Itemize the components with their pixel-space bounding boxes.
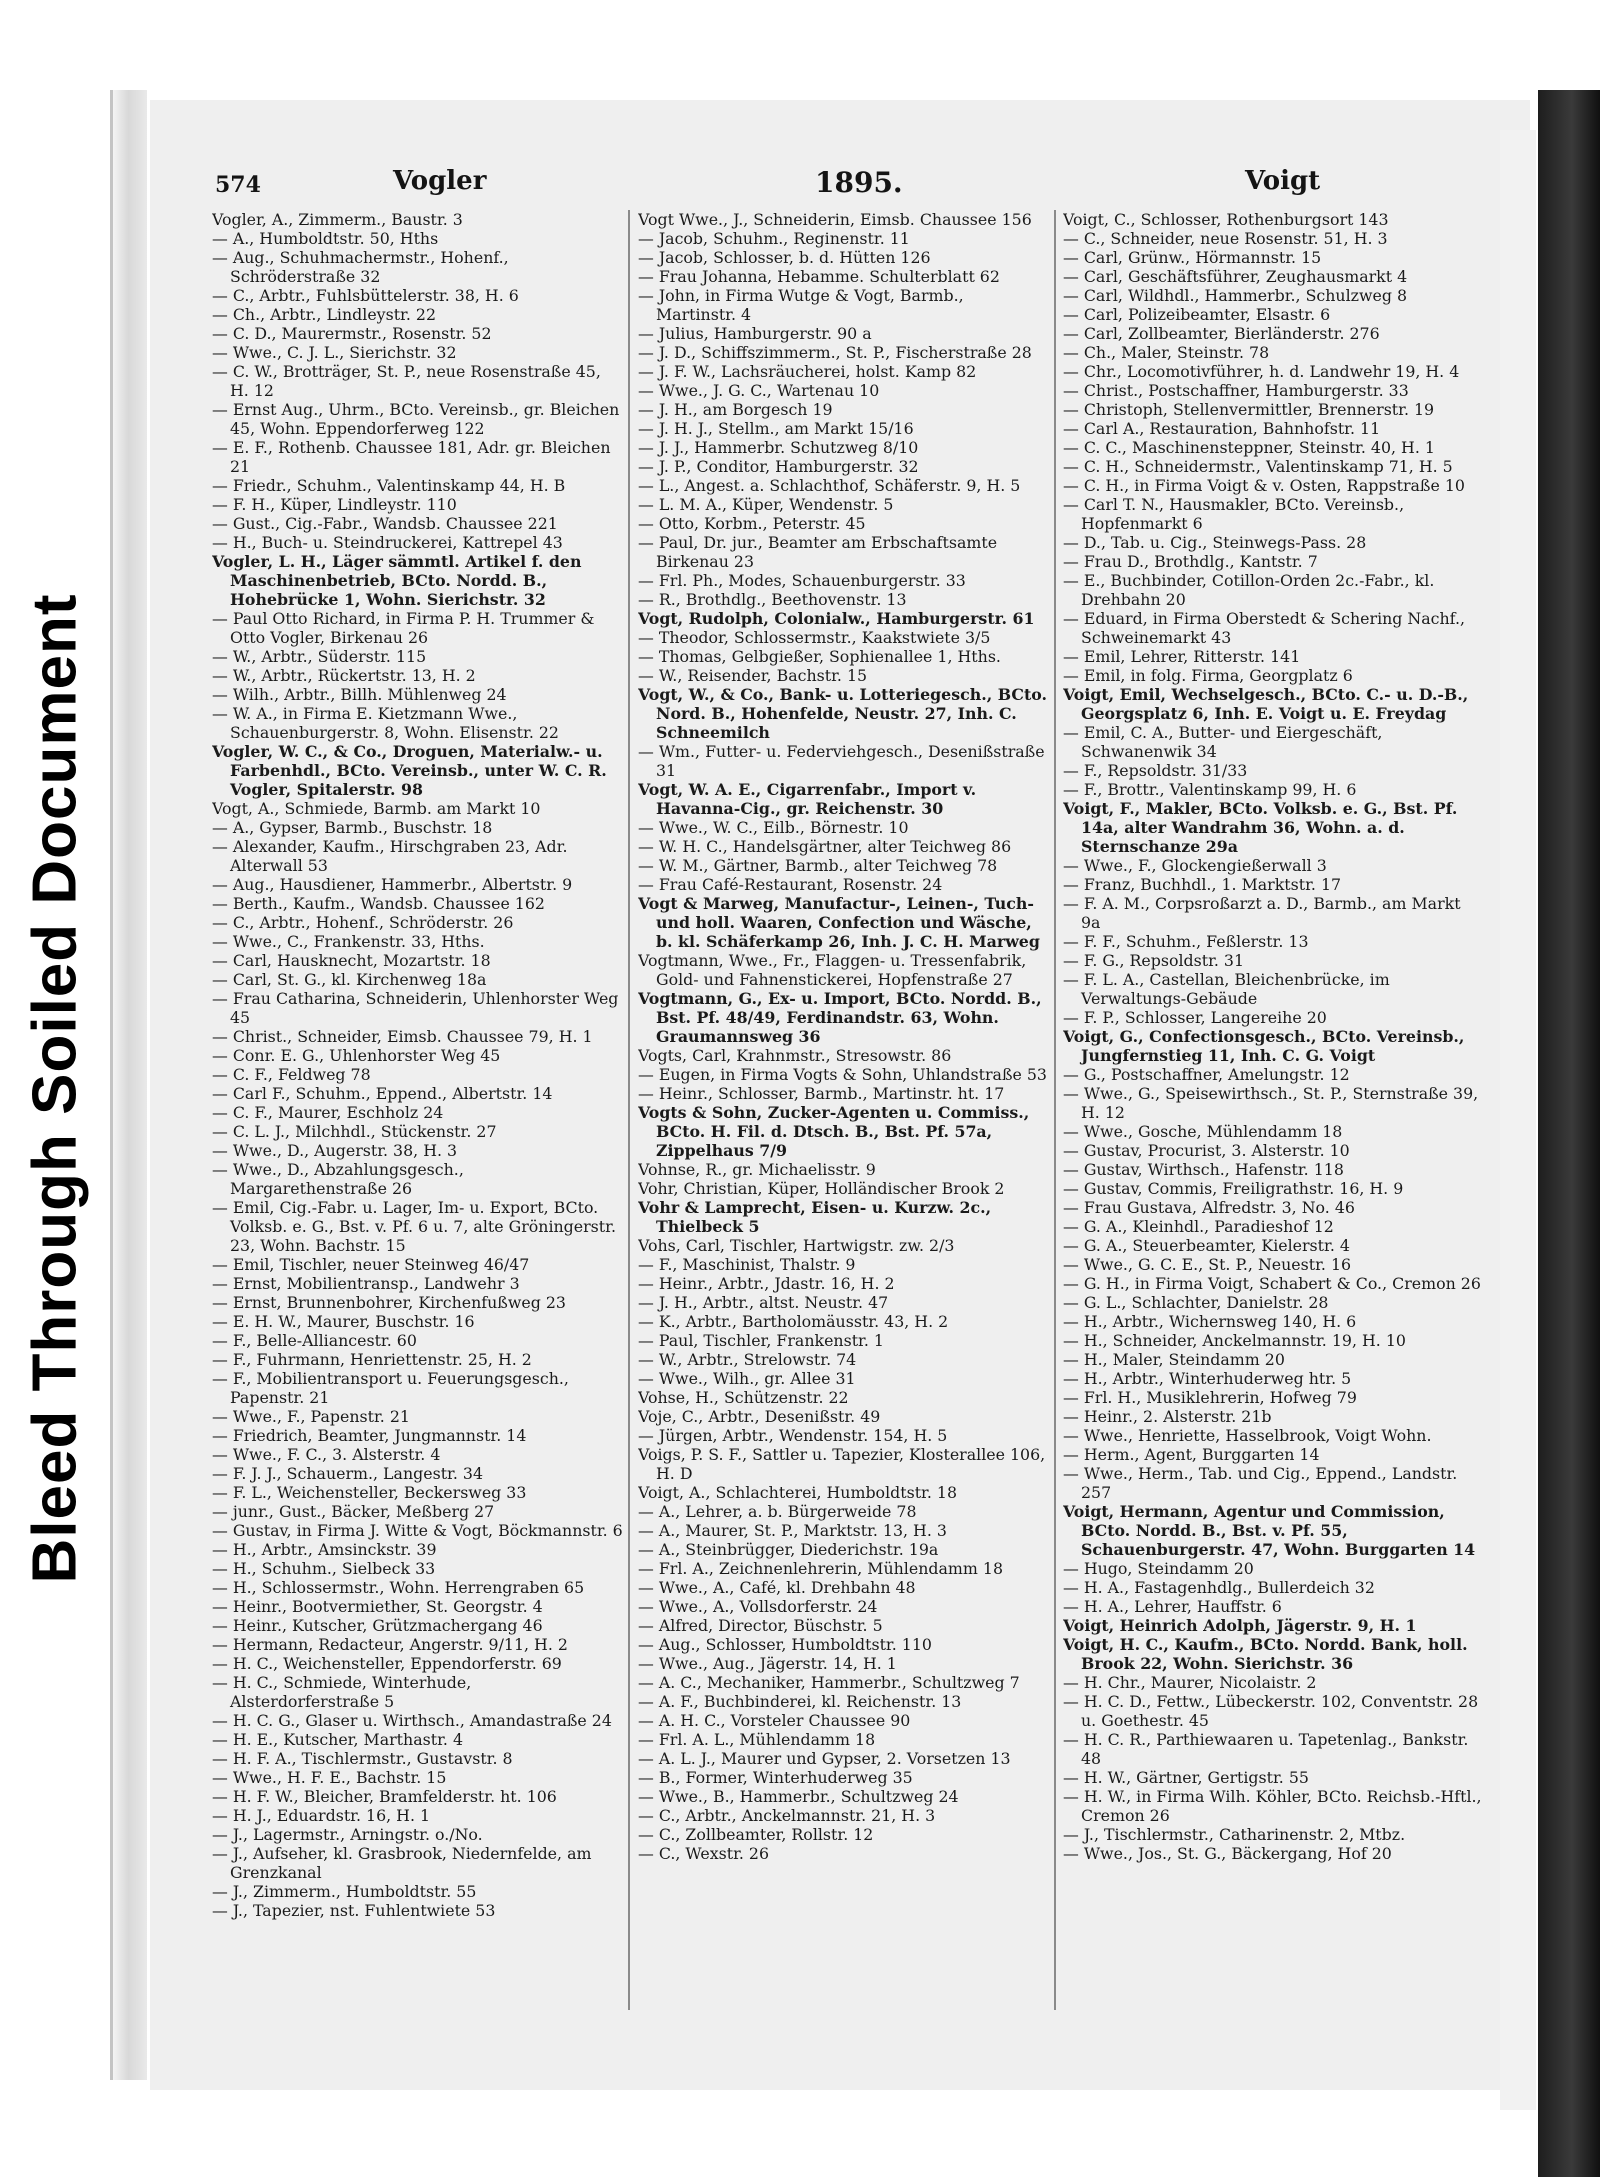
directory-entry: — Wwe., Henriette, Hasselbrook, Voigt Wohn. <box>1063 1426 1432 1445</box>
directory-entry: — B., Former, Winterhuderweg 35 <box>638 1768 913 1787</box>
directory-entry: — Paul Otto Richard, in Firma P. H. Trummer & Otto Vogler, Birkenau 26 <box>212 609 595 647</box>
directory-entry: — A., Gypser, Barmb., Buschstr. 18 <box>212 818 493 837</box>
directory-entry: — H., Arbtr., Wichernsweg 140, H. 6 <box>1063 1312 1357 1331</box>
directory-entry: — F. A. M., Corpsroßarzt a. D., Barmb., am Markt 9a <box>1063 894 1461 932</box>
directory-entry: — A. F., Buchbinderei, kl. Reichenstr. 13 <box>638 1692 962 1711</box>
directory-entry: — G. A., Kleinhdl., Paradieshof 12 <box>1063 1217 1334 1236</box>
directory-entry: — Wwe., G., Speisewirthsch., St. P., Sternstraße 39, H. 12 <box>1063 1084 1479 1122</box>
page-number: 574 <box>215 172 261 198</box>
directory-entry: — Emil, C. A., Butter- und Eiergeschäft, Schwanenwik 34 <box>1063 723 1383 761</box>
directory-entry: — J. P., Conditor, Hamburgerstr. 32 <box>638 457 919 476</box>
directory-entry: — Wwe., F., Glockengießerwall 3 <box>1063 856 1327 875</box>
directory-entry: — C. L. J., Milchhdl., Stückenstr. 27 <box>212 1122 497 1141</box>
directory-entry: — H., Schneider, Anckelmannstr. 19, H. 10 <box>1063 1331 1406 1350</box>
directory-entry: Vohs, Carl, Tischler, Hartwigstr. zw. 2/3 <box>638 1236 955 1255</box>
directory-entry: — Wm., Futter- u. Federviehgesch., Desenißstraße 31 <box>638 742 1045 780</box>
directory-entry: Vohnse, R., gr. Michaelisstr. 9 <box>638 1160 876 1179</box>
directory-entry: — H., Schuhm., Sielbeck 33 <box>212 1559 436 1578</box>
directory-entry: — Carl F., Schuhm., Eppend., Albertstr. 14 <box>212 1084 553 1103</box>
directory-entry: — H. A., Lehrer, Hauffstr. 6 <box>1063 1597 1282 1616</box>
directory-entry: — Paul, Dr. jur., Beamter am Erbschaftsamte Birkenau 23 <box>638 533 998 571</box>
directory-entry: — Frau Catharina, Schneiderin, Uhlenhorster Weg 45 <box>212 989 619 1027</box>
directory-entry: — Conr. E. G., Uhlenhorster Weg 45 <box>212 1046 501 1065</box>
directory-entry: — J. J., Hammerbr. Schutzweg 8/10 <box>638 438 919 457</box>
directory-entry: — J., Tapezier, nst. Fuhlentwiete 53 <box>212 1901 496 1920</box>
directory-entry: — H. C., Schmiede, Winterhude, Alsterdorferstraße 5 <box>212 1673 472 1711</box>
directory-entry: — F. F., Schuhm., Feßlerstr. 13 <box>1063 932 1309 951</box>
directory-entry: — Carl, St. G., kl. Kirchenweg 18a <box>212 970 487 989</box>
directory-entry: — G. A., Steuerbeamter, Kielerstr. 4 <box>1063 1236 1350 1255</box>
directory-entry: — F. H., Küper, Lindleystr. 110 <box>212 495 457 514</box>
directory-entry: Vogler, A., Zimmerm., Baustr. 3 <box>212 210 463 229</box>
directory-entry: — Emil, in folg. Firma, Georgplatz 6 <box>1063 666 1353 685</box>
directory-entry: Voigt, H. C., Kaufm., BCto. Nordd. Bank, holl. Brook 22, Wohn. Sierichstr. 36 <box>1063 1635 1468 1673</box>
directory-entry: — F. J. J., Schauerm., Langestr. 34 <box>212 1464 484 1483</box>
directory-entry: — J. H., Arbtr., altst. Neustr. 47 <box>638 1293 889 1312</box>
directory-entry: — John, in Firma Wutge & Vogt, Barmb., Martinstr. 4 <box>638 286 964 324</box>
watermark <box>0 0 110 2177</box>
directory-entry: Vogt Wwe., J., Schneiderin, Eimsb. Chaussee 156 <box>638 210 1032 229</box>
directory-entry: — Wwe., Herm., Tab. und Cig., Eppend., Landstr. 257 <box>1063 1464 1458 1502</box>
directory-entry: — J., Zimmerm., Humboldtstr. 55 <box>212 1882 477 1901</box>
directory-column-3 <box>1063 210 1485 2010</box>
running-head-right: Voigt <box>1245 166 1321 196</box>
directory-entry: Voigt, C., Schlosser, Rothenburgsort 143 <box>1063 210 1389 229</box>
directory-entry: Voigt, Hermann, Agentur und Commission, BCto. Nordd. B., Bst. v. Pf. 55, Schauenburgerstr. 47, Wohn. Burggarten 14 <box>1063 1502 1476 1559</box>
directory-entry: — F., Brottr., Valentinskamp 99, H. 6 <box>1063 780 1357 799</box>
directory-entry: — Frl. Ph., Modes, Schauenburgerstr. 33 <box>638 571 966 590</box>
scan-edge-right <box>1538 90 1600 2177</box>
directory-entry: — Carl A., Restauration, Bahnhofstr. 11 <box>1063 419 1381 438</box>
directory-entry: — Christ., Schneider, Eimsb. Chaussee 79, H. 1 <box>212 1027 593 1046</box>
directory-entry: — A., Lehrer, a. b. Bürgerweide 78 <box>638 1502 917 1521</box>
directory-entry: — Friedr., Schuhm., Valentinskamp 44, H. B <box>212 476 566 495</box>
directory-entry: — Frau Café-Restaurant, Rosenstr. 24 <box>638 875 943 894</box>
directory-entry: — Wwe., J. G. C., Wartenau 10 <box>638 381 880 400</box>
directory-entry: Vogts, Carl, Krahnmstr., Stresowstr. 86 <box>638 1046 952 1065</box>
directory-entry: — F., Belle-Alliancestr. 60 <box>212 1331 417 1350</box>
directory-entry: — F., Repsoldstr. 31/33 <box>1063 761 1248 780</box>
directory-entry: — Frl. H., Musiklehrerin, Hofweg 79 <box>1063 1388 1357 1407</box>
directory-entry: — H. C., Weichensteller, Eppendorferstr. 69 <box>212 1654 562 1673</box>
directory-entry: — H., Arbtr., Amsinckstr. 39 <box>212 1540 437 1559</box>
directory-entry: — Frau Johanna, Hebamme. Schulterblatt 62 <box>638 267 1000 286</box>
directory-entry: — H. F. W., Bleicher, Bramfelderstr. ht. 106 <box>212 1787 557 1806</box>
directory-entry: — Wwe., D., Abzahlungsgesch., Margarethenstraße 26 <box>212 1160 464 1198</box>
directory-entry: — H., Buch- u. Steindruckerei, Kattrepel 43 <box>212 533 563 552</box>
directory-entry: — C., Schneider, neue Rosenstr. 51, H. 3 <box>1063 229 1388 248</box>
directory-entry: — C., Wexstr. 26 <box>638 1844 770 1863</box>
directory-entry: — Eugen, in Firma Vogts & Sohn, Uhlandstraße 53 <box>638 1065 1047 1084</box>
running-head-year: 1895. <box>815 166 903 199</box>
scan-margin-strip <box>1500 130 1536 2110</box>
directory-entry: — A. L. J., Maurer und Gypser, 2. Vorsetzen 13 <box>638 1749 1011 1768</box>
directory-entry: — Carl, Geschäftsführer, Zeughausmarkt 4 <box>1063 267 1408 286</box>
directory-entry: — Gust., Cig.-Fabr., Wandsb. Chaussee 221 <box>212 514 558 533</box>
directory-entry: Vogt, W., & Co., Bank- u. Lotteriegesch., BCto. Nord. B., Hohenfelde, Neustr. 27, Inh. C. Schneemilch <box>638 685 1047 742</box>
directory-entry: — F., Mobilientransport u. Feuerungsgesch., Papenstr. 21 <box>212 1369 569 1407</box>
directory-entry: Voigt, F., Makler, BCto. Volksb. e. G., Bst. Pf. 14a, alter Wandrahm 36, Wohn. a. d. Sternschanze 29a <box>1063 799 1458 856</box>
directory-entry: Vohse, H., Schützenstr. 22 <box>638 1388 849 1407</box>
directory-entry: Vogt, A., Schmiede, Barmb. am Markt 10 <box>212 799 541 818</box>
directory-entry: — L., Angest. a. Schlachthof, Schäferstr. 9, H. 5 <box>638 476 1021 495</box>
directory-entry: — Julius, Hamburgerstr. 90 a <box>638 324 872 343</box>
directory-entry: — Heinr., Arbtr., Jdastr. 16, H. 2 <box>638 1274 895 1293</box>
directory-entry: — H. F. A., Tischlermstr., Gustavstr. 8 <box>212 1749 513 1768</box>
directory-entry: Vogtmann, Wwe., Fr., Flaggen- u. Tressenfabrik, Gold- und Fahnenstickerei, Hopfenstraße 27 <box>638 951 1027 989</box>
directory-entry: — Wwe., Wilh., gr. Allee 31 <box>638 1369 856 1388</box>
directory-entry: — H. E., Kutscher, Marthastr. 4 <box>212 1730 463 1749</box>
scan-edge-left <box>110 90 147 2080</box>
directory-entry: — W. H. C., Handelsgärtner, alter Teichweg 86 <box>638 837 1012 856</box>
directory-entry: Vogt, Rudolph, Colonialw., Hamburgerstr. 61 <box>638 609 1035 628</box>
directory-entry: — Wwe., W. C., Eilb., Börnestr. 10 <box>638 818 909 837</box>
directory-entry: — C., Arbtr., Fuhlsbüttelerstr. 38, H. 6 <box>212 286 519 305</box>
directory-entry: — J., Lagermstr., Arningstr. o./No. <box>212 1825 483 1844</box>
directory-entry: — Aug., Hausdiener, Hammerbr., Albertstr. 9 <box>212 875 573 894</box>
directory-entry: — C., Arbtr., Anckelmannstr. 21, H. 3 <box>638 1806 936 1825</box>
directory-entry: — junr., Gust., Bäcker, Meßberg 27 <box>212 1502 495 1521</box>
directory-entry: — Ernst, Mobilientransp., Landwehr 3 <box>212 1274 520 1293</box>
directory-entry: — W., Arbtr., Süderstr. 115 <box>212 647 427 666</box>
directory-entry: — Heinr., Kutscher, Grützmachergang 46 <box>212 1616 543 1635</box>
directory-entry: — Gustav, Procurist, 3. Alsterstr. 10 <box>1063 1141 1350 1160</box>
column-rule <box>628 210 630 2010</box>
directory-entry: — H., Schlossermstr., Wohn. Herrengraben 65 <box>212 1578 585 1597</box>
directory-entry: — A., Humboldtstr. 50, Hths <box>212 229 439 248</box>
directory-entry: — F. L., Weichensteller, Beckersweg 33 <box>212 1483 527 1502</box>
directory-entry: Voigs, P. S. F., Sattler u. Tapezier, Klosterallee 106, H. D <box>638 1445 1046 1483</box>
column-rule <box>1054 210 1056 2010</box>
directory-entry: — C. W., Brotträger, St. P., neue Rosenstraße 45, H. 12 <box>212 362 601 400</box>
directory-entry: — Eduard, in Firma Oberstedt & Schering Nachf., Schweinemarkt 43 <box>1063 609 1466 647</box>
directory-entry: — Emil, Tischler, neuer Steinweg 46/47 <box>212 1255 530 1274</box>
directory-entry: — Herm., Agent, Burggarten 14 <box>1063 1445 1320 1464</box>
directory-entry: — Berth., Kaufm., Wandsb. Chaussee 162 <box>212 894 545 913</box>
directory-entry: — Gustav, Wirthsch., Hafenstr. 118 <box>1063 1160 1344 1179</box>
directory-entry: — C. C., Maschinensteppner, Steinstr. 40, H. 1 <box>1063 438 1435 457</box>
directory-entry: — Aug., Schlosser, Humboldtstr. 110 <box>638 1635 932 1654</box>
directory-entry: — Theodor, Schlossermstr., Kaakstwiete 3/5 <box>638 628 991 647</box>
directory-entry: — C. D., Maurermstr., Rosenstr. 52 <box>212 324 492 343</box>
directory-entry: — Wwe., C. J. L., Sierichstr. 32 <box>212 343 457 362</box>
directory-entry: — L. M. A., Küper, Wendenstr. 5 <box>638 495 894 514</box>
directory-entry: — C., Zollbeamter, Rollstr. 12 <box>638 1825 874 1844</box>
directory-entry: — H. A., Fastagenhdlg., Bullerdeich 32 <box>1063 1578 1375 1597</box>
directory-entry: — Carl, Wildhdl., Hammerbr., Schulzweg 8 <box>1063 286 1408 305</box>
directory-entry: — F. L. A., Castellan, Bleichenbrücke, im Verwaltungs-Gebäude <box>1063 970 1390 1008</box>
directory-entry: — D., Tab. u. Cig., Steinwegs-Pass. 28 <box>1063 533 1367 552</box>
directory-entry: — Alfred, Director, Büschstr. 5 <box>638 1616 883 1635</box>
directory-entry: — Ch., Arbtr., Lindleystr. 22 <box>212 305 437 324</box>
directory-entry: — Carl, Grünw., Hörmannstr. 15 <box>1063 248 1322 267</box>
directory-entry: — H. J., Eduardstr. 16, H. 1 <box>212 1806 431 1825</box>
directory-entry: — Franz, Buchhdl., 1. Marktstr. 17 <box>1063 875 1342 894</box>
directory-entry: — Thomas, Gelbgießer, Sophienallee 1, Hths. <box>638 647 1001 666</box>
directory-entry: — Otto, Korbm., Peterstr. 45 <box>638 514 866 533</box>
running-head-left: Vogler <box>393 166 487 196</box>
directory-entry: — J., Tischlermstr., Catharinenstr. 2, Mtbz. <box>1063 1825 1406 1844</box>
directory-entry: — J. H., am Borgesch 19 <box>638 400 833 419</box>
directory-entry: — Jacob, Schlosser, b. d. Hütten 126 <box>638 248 931 267</box>
directory-entry: — Heinr., 2. Alsterstr. 21b <box>1063 1407 1272 1426</box>
directory-entry: — Wwe., G. C. E., St. P., Neuestr. 16 <box>1063 1255 1352 1274</box>
directory-entry: — K., Arbtr., Bartholomäusstr. 43, H. 2 <box>638 1312 949 1331</box>
directory-entry: — Carl T. N., Hausmakler, BCto. Vereinsb., Hopfenmarkt 6 <box>1063 495 1405 533</box>
directory-column-1 <box>212 210 624 2010</box>
directory-entry: — F. P., Schlosser, Langereihe 20 <box>1063 1008 1327 1027</box>
directory-entry: — Ernst Aug., Uhrm., BCto. Vereinsb., gr. Bleichen 45, Wohn. Eppendorferweg 122 <box>212 400 620 438</box>
directory-entry: Vogt, W. A. E., Cigarrenfabr., Import v. Havanna-Cig., gr. Reichenstr. 30 <box>638 780 977 818</box>
directory-entry: — Carl, Zollbeamter, Bierländerstr. 276 <box>1063 324 1380 343</box>
directory-entry: — Wwe., F., Papenstr. 21 <box>212 1407 410 1426</box>
directory-entry: — Wwe., A., Café, kl. Drehbahn 48 <box>638 1578 916 1597</box>
directory-entry: — Wwe., Gosche, Mühlendamm 18 <box>1063 1122 1343 1141</box>
directory-entry: — Gustav, Commis, Freiligrathstr. 16, H. 9 <box>1063 1179 1404 1198</box>
directory-entry: — Carl, Hausknecht, Mozartstr. 18 <box>212 951 491 970</box>
directory-entry: — W. A., in Firma E. Kietzmann Wwe., Schauenburgerstr. 8, Wohn. Elisenstr. 22 <box>212 704 559 742</box>
directory-entry: Voigt, G., Confectionsgesch., BCto. Vereinsb., Jungfernstieg 11, Inh. C. G. Voigt <box>1063 1027 1465 1065</box>
directory-entry: — Wwe., A., Vollsdorferstr. 24 <box>638 1597 878 1616</box>
directory-entry: — Christ., Postschaffner, Hamburgerstr. 33 <box>1063 381 1409 400</box>
directory-entry: — H. W., Gärtner, Gertigstr. 55 <box>1063 1768 1309 1787</box>
directory-entry: Vogt & Marweg, Manufactur-, Leinen-, Tuch- und holl. Waaren, Confection und Wäsche, b. kl. Schäferkamp 26, Inh. J. C. H. Marweg <box>638 894 1040 951</box>
directory-entry: — Ernst, Brunnenbohrer, Kirchenfußweg 23 <box>212 1293 566 1312</box>
directory-entry: — H. C. D., Fettw., Lübeckerstr. 102, Conventstr. 28 u. Goethestr. 45 <box>1063 1692 1479 1730</box>
directory-entry: — J., Aufseher, kl. Grasbrook, Niedernfelde, am Grenzkanal <box>212 1844 592 1882</box>
directory-entry: — Aug., Schuhmachermstr., Hohenf., Schröderstraße 32 <box>212 248 509 286</box>
directory-entry: — W., Arbtr., Strelowstr. 74 <box>638 1350 857 1369</box>
directory-entry: Vogler, W. C., & Co., Droguen, Materialw.- u. Farbenhdl., BCto. Vereinsb., unter W. C. R. Vogler, Spitalerstr. 98 <box>212 742 607 799</box>
directory-entry: — G., Postschaffner, Amelungstr. 12 <box>1063 1065 1350 1084</box>
directory-entry: — C. F., Feldweg 78 <box>212 1065 371 1084</box>
directory-entry: — W. M., Gärtner, Barmb., alter Teichweg 78 <box>638 856 998 875</box>
directory-entry: — Wwe., Aug., Jägerstr. 14, H. 1 <box>638 1654 897 1673</box>
directory-entry: — Frl. A., Zeichnenlehrerin, Mühlendamm 18 <box>638 1559 1003 1578</box>
directory-entry: — Carl, Polizeibeamter, Elsastr. 6 <box>1063 305 1331 324</box>
directory-entry: — E. H. W., Maurer, Buschstr. 16 <box>212 1312 475 1331</box>
directory-entry: Vohr, Christian, Küper, Holländischer Brook 2 <box>638 1179 1005 1198</box>
directory-entry: — H., Arbtr., Winterhuderweg htr. 5 <box>1063 1369 1352 1388</box>
directory-entry: Voje, C., Arbtr., Desenißstr. 49 <box>638 1407 881 1426</box>
directory-entry: — Wwe., H. F. E., Bachstr. 15 <box>212 1768 447 1787</box>
watermark-text: Bleed Through Soiled Document <box>20 593 90 1584</box>
directory-entry: — Heinr., Bootvermiether, St. Georgstr. 4 <box>212 1597 543 1616</box>
directory-entry: — Friedrich, Beamter, Jungmannstr. 14 <box>212 1426 527 1445</box>
directory-entry: — Frau D., Brothdlg., Kantstr. 7 <box>1063 552 1318 571</box>
directory-entry: — F., Fuhrmann, Henriettenstr. 25, H. 2 <box>212 1350 532 1369</box>
directory-entry: — Wwe., C., Frankenstr. 33, Hths. <box>212 932 485 951</box>
directory-entry: — R., Brothdlg., Beethovenstr. 13 <box>638 590 907 609</box>
directory-entry: — Jacob, Schuhm., Reginenstr. 11 <box>638 229 910 248</box>
directory-entry: — A. H. C., Vorsteler Chaussee 90 <box>638 1711 911 1730</box>
directory-entry: — Wwe., B., Hammerbr., Schultzweg 24 <box>638 1787 959 1806</box>
directory-entry: — Paul, Tischler, Frankenstr. 1 <box>638 1331 884 1350</box>
directory-entry: — J. D., Schiffszimmerm., St. P., Fischerstraße 28 <box>638 343 1032 362</box>
directory-entry: Voigt, Heinrich Adolph, Jägerstr. 9, H. 1 <box>1063 1616 1417 1635</box>
directory-entry: — H., Maler, Steindamm 20 <box>1063 1350 1285 1369</box>
directory-entry: — G. H., in Firma Voigt, Schabert & Co., Cremon 26 <box>1063 1274 1481 1293</box>
directory-entry: — J. F. W., Lachsräucherei, holst. Kamp 82 <box>638 362 977 381</box>
directory-entry: — Emil, Cig.-Fabr. u. Lager, Im- u. Export, BCto. Volksb. e. G., Bst. v. Pf. 6 u. 7, alte Gröningerstr. 23, Wohn. Bachstr. 15 <box>212 1198 616 1255</box>
directory-entry: — Emil, Lehrer, Ritterstr. 141 <box>1063 647 1301 666</box>
directory-entry: — Wilh., Arbtr., Billh. Mühlenweg 24 <box>212 685 507 704</box>
directory-entry: — Jürgen, Arbtr., Wendenstr. 154, H. 5 <box>638 1426 948 1445</box>
directory-entry: — Ch., Maler, Steinstr. 78 <box>1063 343 1270 362</box>
directory-entry: — H. C. G., Glaser u. Wirthsch., Amandastraße 24 <box>212 1711 612 1730</box>
directory-entry: — Frl. A. L., Mühlendamm 18 <box>638 1730 876 1749</box>
directory-column-2 <box>638 210 1048 2010</box>
directory-entry: Vogler, L. H., Läger sämmtl. Artikel f. den Maschinenbetrieb, BCto. Nordd. B., Hohebrücke 1, Wohn. Sierichstr. 32 <box>212 552 582 609</box>
directory-entry: — H. W., in Firma Wilh. Köhler, BCto. Reichsb.-Hftl., Cremon 26 <box>1063 1787 1482 1825</box>
page-header <box>215 160 1480 212</box>
directory-entry: Voigt, Emil, Wechselgesch., BCto. C.- u. D.-B., Georgsplatz 6, Inh. E. Voigt u. E. Freydag <box>1063 685 1469 723</box>
directory-entry: — Wwe., Jos., St. G., Bäckergang, Hof 20 <box>1063 1844 1392 1863</box>
directory-entry: — Frau Gustava, Alfredstr. 3, No. 46 <box>1063 1198 1355 1217</box>
directory-entry: Vogts & Sohn, Zucker-Agenten u. Commiss., BCto. H. Fil. d. Dtsch. B., Bst. Pf. 57a, Zippelhaus 7/9 <box>638 1103 1030 1160</box>
directory-entry: — G. L., Schlachter, Danielstr. 28 <box>1063 1293 1329 1312</box>
directory-entry: — J. H. J., Stellm., am Markt 15/16 <box>638 419 914 438</box>
directory-entry: — Wwe., F. C., 3. Alsterstr. 4 <box>212 1445 441 1464</box>
directory-entry: Vohr & Lamprecht, Eisen- u. Kurzw. 2c., Thielbeck 5 <box>638 1198 992 1236</box>
directory-entry: Vogtmann, G., Ex- u. Import, BCto. Nordd. B., Bst. Pf. 48/49, Ferdinandstr. 63, Wohn. Graumannsweg 36 <box>638 989 1042 1046</box>
directory-entry: — Alexander, Kaufm., Hirschgraben 23, Adr. Alterwall 53 <box>212 837 568 875</box>
directory-entry: — Christoph, Stellenvermittler, Brennerstr. 19 <box>1063 400 1435 419</box>
directory-entry: — Chr., Locomotivführer, h. d. Landwehr 19, H. 4 <box>1063 362 1460 381</box>
directory-entry: — F., Maschinist, Thalstr. 9 <box>638 1255 856 1274</box>
directory-entry: Voigt, A., Schlachterei, Humboldtstr. 18 <box>638 1483 957 1502</box>
directory-entry: — H. C. R., Parthiewaaren u. Tapetenlag., Bankstr. 48 <box>1063 1730 1469 1768</box>
directory-entry: — A., Maurer, St. P., Marktstr. 13, H. 3 <box>638 1521 947 1540</box>
directory-entry: — W., Reisender, Bachstr. 15 <box>638 666 868 685</box>
directory-entry: — C. H., Schneidermstr., Valentinskamp 71, H. 5 <box>1063 457 1453 476</box>
directory-entry: — Wwe., D., Augerstr. 38, H. 3 <box>212 1141 458 1160</box>
directory-entry: — Heinr., Schlosser, Barmb., Martinstr. ht. 17 <box>638 1084 1005 1103</box>
directory-entry: — Gustav, in Firma J. Witte & Vogt, Böckmannstr. 6 <box>212 1521 623 1540</box>
directory-entry: — C., Arbtr., Hohenf., Schröderstr. 26 <box>212 913 514 932</box>
directory-entry: — Hermann, Redacteur, Angerstr. 9/11, H. 2 <box>212 1635 568 1654</box>
directory-entry: — C. H., in Firma Voigt & v. Osten, Rappstraße 10 <box>1063 476 1465 495</box>
directory-entry: — C. F., Maurer, Eschholz 24 <box>212 1103 444 1122</box>
directory-entry: — A. C., Mechaniker, Hammerbr., Schultzweg 7 <box>638 1673 1020 1692</box>
directory-entry: — E., Buchbinder, Cotillon-Orden 2c.-Fabr., kl. Drehbahn 20 <box>1063 571 1435 609</box>
directory-entry: — E. F., Rothenb. Chaussee 181, Adr. gr. Bleichen 21 <box>212 438 611 476</box>
directory-entry: — F. G., Repsoldstr. 31 <box>1063 951 1245 970</box>
directory-entry: — A., Steinbrügger, Diederichstr. 19a <box>638 1540 939 1559</box>
directory-entry: — H. Chr., Maurer, Nicolaistr. 2 <box>1063 1673 1317 1692</box>
directory-entry: — W., Arbtr., Rückertstr. 13, H. 2 <box>212 666 476 685</box>
directory-entry: — Hugo, Steindamm 20 <box>1063 1559 1254 1578</box>
